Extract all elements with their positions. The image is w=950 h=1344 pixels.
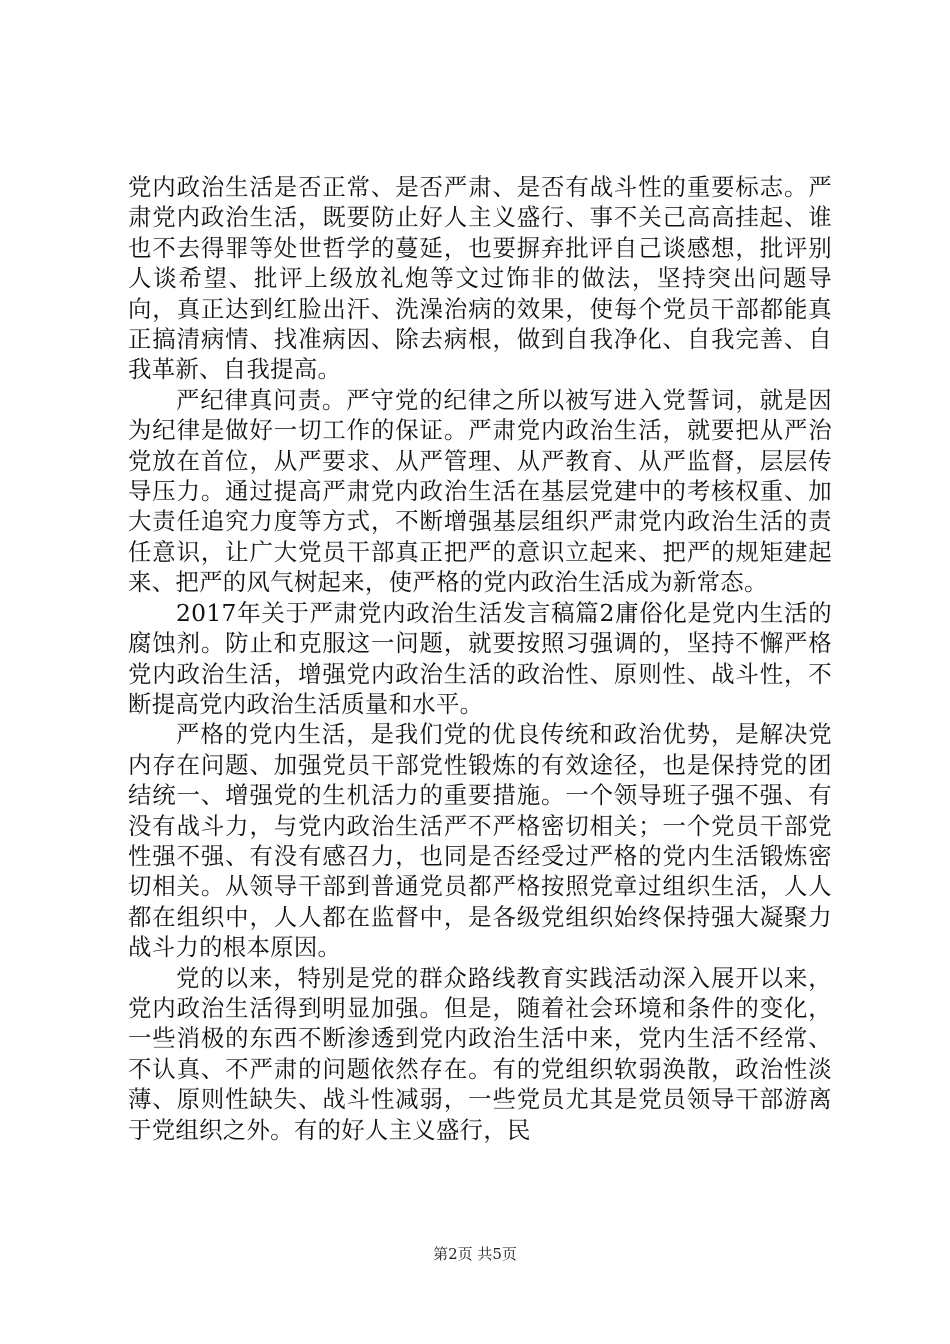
paragraph-4: 严格的党内生活，是我们党的优良传统和政治优势，是解决党内存在问题、加强党员干部党性锻炼的有效途径，也是保持党的团结统一、增强党的生机活力的重要措施。一个领导班子强不强、有没有战斗力，与党内政治生活严不严格密切相关；一个党员干部党性强不强、有没有感召力，也同是否经受过严格的党内生活锻炼密切相关。从领导干部到普通党员都严格按照党章过组织生活，人人都在组织中，人人都在监督中，是各级党组织始终保持强大凝聚力战斗力的根本原因。 bbox=[128, 720, 832, 962]
page-number-footer: 第2页 共5页 bbox=[433, 1245, 517, 1263]
paragraph-3: 2017年关于严肃党内政治生活发言稿篇2庸俗化是党内生活的腐蚀剂。防止和克服这一问题，就要按照习强调的，坚持不懈严格党内政治生活，增强党内政治生活的政治性、原则性、战斗性，不断提高党内政治生活质量和水平。 bbox=[128, 598, 832, 718]
paragraph-1: 党内政治生活是否正常、是否严肃、是否有战斗性的重要标志。严肃党内政治生活，既要防止好人主义盛行、事不关己高高挂起、谁也不去得罪等处世哲学的蔓延，也要摒弃批评自己谈感想，批评别人谈希望、批评上级放礼炮等文过饰非的做法，坚持突出问题导向，真正达到红脸出汗、洗澡治病的效果，使每个党员干部都能真正搞清病情、找准病因、除去病根，做到自我净化、自我完善、自我革新、自我提高。 bbox=[128, 173, 832, 384]
paragraph-5: 党的以来，特别是党的群众路线教育实践活动深入展开以来，党内政治生活得到明显加强。但是，随着社会环境和条件的变化，一些消极的东西不断渗透到党内政治生活中来，党内生活不经常、不认真、不严肃的问题依然存在。有的党组织软弱涣散，政治性淡薄、原则性缺失、战斗性减弱，一些党员尤其是党员领导干部游离于党组织之外。有的好人主义盛行，民 bbox=[128, 963, 832, 1144]
document-body bbox=[128, 172, 832, 1145]
paragraph-2: 严纪律真问责。严守党的纪律之所以被写进入党誓词，就是因为纪律是做好一切工作的保证。严肃党内政治生活，就要把从严治党放在首位，从严要求、从严管理、从严教育、从严监督，层层传导压力。通过提高严肃党内政治生活在基层党建中的考核权重、加大责任追究力度等方式，不断增强基层组织严肃党内政治生活的责任意识，让广大党员干部真正把严的意识立起来、把严的规矩建起来、把严的风气树起来，使严格的党内政治生活成为新常态。 bbox=[128, 385, 832, 597]
